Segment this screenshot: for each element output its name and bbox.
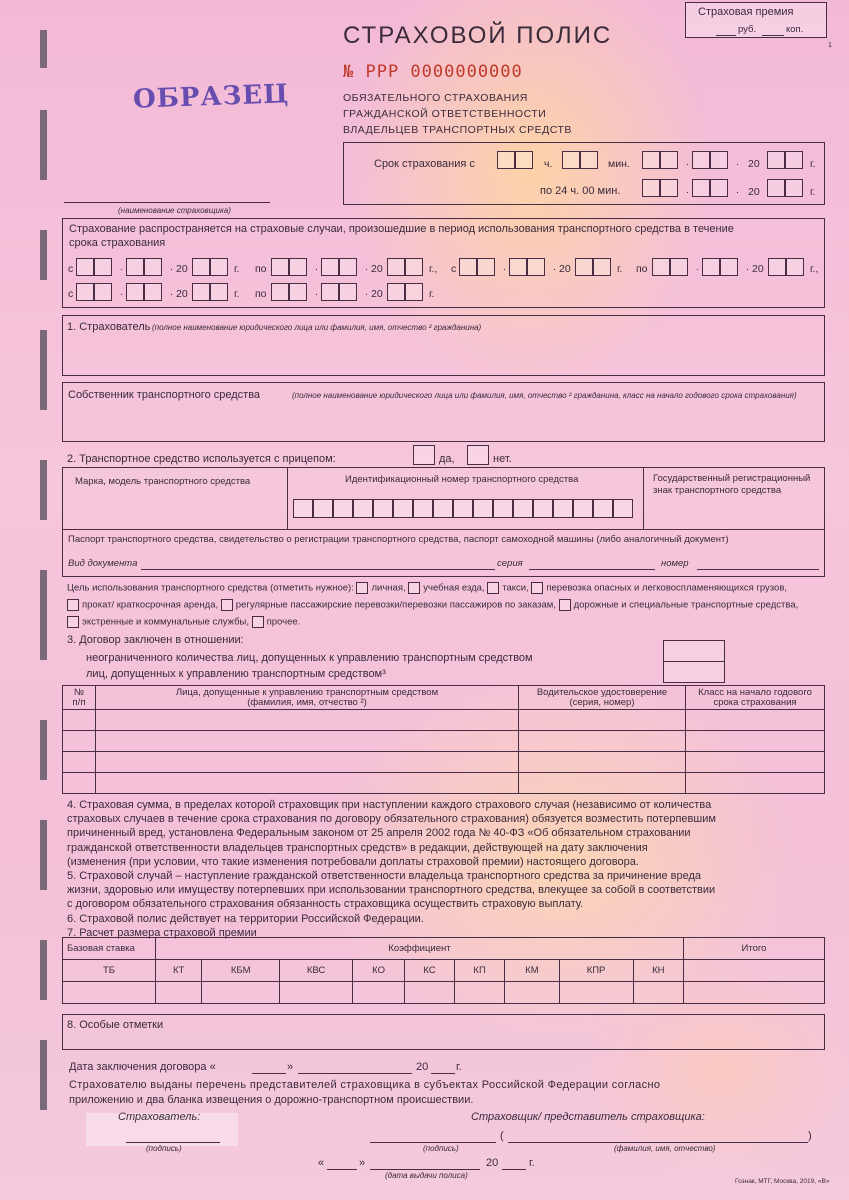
premium-total-cell[interactable] [684,982,825,1004]
contract-date-day[interactable] [252,1073,286,1074]
vin-cell[interactable] [433,499,453,518]
premium-col-тб: ТБ [63,960,156,982]
purpose-training: учебная езда, [423,582,485,594]
perforation-mark [40,110,47,180]
coverage-year-input[interactable] [387,283,423,301]
special-notes-label: 8. Особые отметки [67,1019,164,1031]
vin-cell[interactable] [293,499,313,518]
coverage-day-input[interactable] [271,283,307,301]
coverage-from-label: с [451,263,457,275]
premium-value-cell[interactable] [633,982,683,1004]
coverage-year-prefix: 20 [559,263,571,275]
purpose-rental: прокат/ краткосрочная аренда, [82,599,219,611]
table-row[interactable] [63,752,825,773]
purpose-label: Цель использования транспортного средства (отметить нужное): [67,582,354,594]
coverage-day-input[interactable] [76,258,112,276]
term-to-month-input[interactable] [692,179,728,197]
premium-value-cell[interactable] [505,982,559,1004]
insured-signature-line[interactable] [126,1142,220,1143]
vin-cell[interactable] [593,499,613,518]
premium-col-кпр: КПР [559,960,633,982]
trailer-yes-label: да, [439,453,455,465]
coverage-year-unit: г., [810,263,819,275]
contract-limited-label: лиц, допущенных к управлению транспортным средством³ [86,668,386,680]
fio-open-paren: ( [500,1130,504,1142]
issue-date-quote-open: « [318,1157,325,1169]
coverage-from-label: с [68,288,74,300]
purpose-rental-checkbox[interactable] [67,599,79,611]
purpose-road: дорожные и специальные транспортные средства, [573,599,799,611]
premium-coef-columns [63,960,825,982]
premium-col-км: КМ [505,960,559,982]
perforation-mark [40,1040,47,1110]
vin-cell[interactable] [313,499,333,518]
premium-value-cell[interactable] [280,982,353,1004]
page-number: 1 [828,42,832,49]
contract-date-year-prefix: 20 [416,1061,429,1073]
owner-hint: (полное наименование юридического лица или фамилия, имя, отчество ² гражданина, класс на начало годового срока страхования) [292,391,797,400]
purpose-line-2 [67,599,798,611]
contract-date-month[interactable] [298,1073,412,1074]
perforation-mark [40,940,47,1000]
coverage-year-unit: г. [234,288,240,300]
premium-box [685,2,827,38]
purpose-dangerous: перевозка опасных и легковоспламеняющихся грузов, [546,582,788,594]
term-to-label: по 24 ч. 00 мин. [540,185,621,197]
insurer-fio-line[interactable] [508,1142,808,1143]
insurer-signature-caption: (подпись) [423,1144,459,1153]
premium-value-cell[interactable] [454,982,504,1004]
premium-total-col [684,960,825,982]
coverage-year-unit: г. [234,263,240,275]
contract-date-label: Дата заключения договора « [69,1061,216,1073]
perforation-mark [40,570,47,660]
vin-cell[interactable] [473,499,493,518]
premium-col-кт: КТ [156,960,202,982]
term-minute-unit: мин. [608,158,630,170]
premium-coef-header: Коэффициент [156,938,684,960]
para7-line: 7. Расчет размера страховой премии [67,926,257,939]
insurance-term-box: Срок страхования с ч. мин. . . 20 г. по 24 ч. 00 мин. . . 20 г. [343,142,825,205]
term-month-input[interactable] [692,151,728,169]
purpose-line-1 [67,582,787,594]
purpose-taxi-checkbox[interactable] [487,582,499,594]
perforation-mark [40,230,47,280]
term-hour-input[interactable] [497,151,533,169]
coverage-day-input[interactable] [459,258,495,276]
coverage-year-input[interactable] [575,258,611,276]
premium-value-cell[interactable] [63,982,156,1004]
vin-cell[interactable] [513,499,533,518]
issue-date-year-unit: г. [529,1157,535,1169]
drivers-col-class: Класс на начало годового срока страхования [686,686,825,710]
vin-cell[interactable] [613,499,633,518]
contract-date-year-unit: г. [456,1061,462,1073]
purpose-emergency: экстренные и коммунальные службы, [82,616,249,628]
issue-date-year[interactable] [502,1169,526,1170]
coverage-month-input[interactable] [321,283,357,301]
vin-cell[interactable] [333,499,353,518]
coverage-year-unit: г. [429,288,435,300]
table-row[interactable] [63,731,825,752]
premium-kop: коп. [786,24,804,35]
perforation-mark [40,460,47,520]
vin-cell[interactable] [393,499,413,518]
term-year-prefix: 20 [748,158,760,170]
coverage-year-prefix: 20 [176,263,188,275]
premium-col-кп: КП [454,960,504,982]
policy-page: Страховая премия руб. коп. 1 СТРАХОВОЙ ПОЛИС № РРР 0000000000 ОБРАЗЕЦ ОБЯЗАТЕЛЬНОГО СТРАХОВАНИЯ ГРАЖДАНСКОЙ ОТВЕТСТВЕННОСТИ ВЛАДЕЛЬЦЕВ ТРАНСПОРТНЫХ СРЕДСТВ (наименование страховщика) Срок страхования с ч. мин. . . 20 г. по 24 ч. 00 мин. . . 20 г. Страхование распространяется на страховые случаи, произошедшие в период использования транспортного средства в течение срока страхования с . . 20 г. по . . 20 г., с . . 20 г. по . . 20 г., с . . 20 г. по . . 20 г. 1. Страхователь (полное наименование юридического лица или фамилия, имя, отчество ² гражданина) Собственник транспортного средства (полное наименование юридического лица или фамилия, имя, отчество ² гражданина, класс на начало годового срока страхования) 2. Транспортное средство используется с прицепом: да, нет. Марка, модель транспортного средства Идентификационный номер транспортного средства Государственный регистрационный знак транспортного средства Паспорт транспортного средства, свидетельство о регистрации транспортного средства, паспорт самоходной машины (либо аналогичный документ) Вид документа серия номер Цель использования транспортного средства (отметить нужное): личная, учебная езда, такси, перевозка опасных и легковоспламеняющихся грузов, прокат/ краткосрочная аренда, регулярные пассажирские перевозки/перевозки пассажиров по заказам, дорожные и специальные транспортные средства, экстренные и коммунальные службы, прочее. 3. Договор заключен в отношении: неограниченного количества лиц, допущенных к управлению транспортным средством лиц, допущенных к управлению транспортным средством³ № п/п Лица, допущенные к управлению транспортным средством (фамилия, имя, отчество ²) Водительское удостоверение (серия, номер) Класс на начало годового срока страхования 4. Страховая сумма, в пределах которой страховщик при наступлении каждого страхового случая (независимо от количества страховых случаев в течение срока страхования по договору обязательного страхования) обязуется возместить потерпевшим причиненный вред, установлена Федеральным законом от 25 апреля 2002 года № 40-ФЗ «Об обязательном страховании гражданской ответственности владельцев транспортных средств» в редакции, действующей на дату заключения (изменения (при условии, что такие изменения потребовали доплаты страховой премии) настоящего договора. 5. Страховой случай – наступление гражданской ответственности владельца транспортного средства за причинение вреда жизни, здоровью или имуществу потерпевших при использовании транспортного средства, влекущее за собой в соответствии с договором обязательного страхования обязанность страховщика осуществить страховую выплату. 6. Страховой полис действует на территории Российской Федерации. 7. Расчет размера страховой премии Базовая ставка Коэффициент Итого ТБ КТ КБМ КВС КО КС КП КМ КПР КН 8. Особые отметки Дата заключения договора « » 20 г. Страхователю выданы перечень представителей страховщика в субъектах Российской Федерации согласно приложению и два бланка извещения о дорожно-транспортном происшествии. Страхователь: Страховщик/ представитель страховщика: (подпись) (подпись) ( ) (фамилия, имя, отчество) « » 20 г. (дата выдачи полиса) Гознак, МТГ, Москва, 2019, «В» [0,0,849,1200]
purpose-taxi: такси, [502,582,529,594]
premium-col-кн: КН [633,960,683,982]
premium-label: Страховая премия [698,6,794,18]
vin-cell[interactable] [373,499,393,518]
coverage-to-label: по [636,263,648,275]
vehicle-reg-label-2: знак транспортного средства [653,485,782,496]
purpose-other: прочее. [266,616,301,628]
purpose-emergency-checkbox[interactable] [67,616,79,628]
subtitle-line-1: ОБЯЗАТЕЛЬНОГО СТРАХОВАНИЯ [343,92,528,104]
premium-value-cell[interactable] [156,982,202,1004]
drivers-col-license: Водительское удостоверение (серия, номер) [519,686,686,710]
premium-col-ко: КО [353,960,405,982]
vin-cell[interactable] [533,499,553,518]
doc-type-label: Вид документа [68,558,138,569]
insured-hint: (полное наименование юридического лица или фамилия, имя, отчество ² гражданина) [152,323,482,332]
para4-line: 4. Страховая сумма, в пределах которой страховщик при наступлении каждого страхового случая (независимо от количества [67,799,712,811]
purpose-road-checkbox[interactable] [559,599,571,611]
issue-date-caption: (дата выдачи полиса) [385,1171,468,1180]
insured-box [62,315,825,376]
subtitle-line-3: ВЛАДЕЛЬЦЕВ ТРАНСПОРТНЫХ СРЕДСТВ [343,124,572,136]
term-year-input[interactable] [767,151,803,169]
premium-col-кс: КС [405,960,455,982]
coverage-year-prefix: 20 [371,288,383,300]
term-to-year-unit: г. [810,186,816,198]
coverage-year-prefix: 20 [176,288,188,300]
drivers-col-num: № п/п [63,686,96,710]
table-row[interactable] [63,982,825,1004]
purpose-personal-checkbox[interactable] [356,582,368,594]
contract-limited-checkbox[interactable] [663,661,725,683]
doc-number-label: номер [661,558,689,569]
coverage-to-label: по [255,263,267,275]
vin-cell[interactable] [413,499,433,518]
insurer-signature-label: Страховщик/ представитель страховщика: [471,1111,705,1123]
insurer-signature-line[interactable] [370,1142,496,1143]
coverage-text-2: срока страхования [69,237,166,249]
coverage-to-label: по [255,288,267,300]
coverage-year-prefix: 20 [752,263,764,275]
issue-date-day[interactable] [327,1169,357,1170]
term-label: Срок страхования с [374,158,475,170]
purpose-line-3 [67,616,300,628]
coverage-month-input[interactable] [702,258,738,276]
coverage-month-input[interactable] [321,258,357,276]
vin-cell[interactable] [353,499,373,518]
printer-footer: Гознак, МТГ, Москва, 2019, «В» [735,1178,830,1185]
coverage-year-unit: г. [617,263,623,275]
purpose-other-checkbox[interactable] [252,616,264,628]
vin-cell[interactable] [453,499,473,518]
contract-date-year[interactable] [431,1073,455,1074]
contract-unlimited-label: неограниченного количества лиц, допущенных к управлению транспортным средством [86,652,533,664]
issue-date-quote-close: » [359,1157,366,1169]
coverage-year-input[interactable] [192,283,228,301]
owner-label: Собственник транспортного средства [68,389,261,401]
insured-label: 1. Страхователь [67,321,151,333]
term-minute-input[interactable] [562,151,598,169]
perforation-mark [40,820,47,890]
vin-input[interactable] [293,499,633,518]
premium-total-header: Итого [684,938,825,960]
coverage-year-input[interactable] [192,258,228,276]
para4-line: гражданской ответственности владельцев транспортных средств» в редакции, действующей на дату заключения [67,841,648,854]
para5-line: жизни, здоровью или имуществу потерпевших при использовании транспортного средства, влекущее за собой в соответствии [67,884,716,897]
term-day-input[interactable] [642,151,678,169]
vehicle-vin-label: Идентификационный номер транспортного средства [345,474,579,485]
vehicle-reg-label-1: Государственный регистрационный [653,473,811,484]
special-notes-box [62,1014,825,1050]
coverage-year-input[interactable] [768,258,804,276]
issued-text-2: приложению и два бланка извещения о дорожно-транспортном происшествии. [69,1094,474,1106]
para4-line: причиненный вред, установлена Федеральным законом от 25 апреля 2002 года № 40-ФЗ «Об обязательном страховании [67,827,691,840]
passport-label: Паспорт транспортного средства, свидетельство о регистрации транспортного средства, паспорт самоходной машины (либо аналогичный документ) [68,534,729,545]
premium-col-квс: КВС [280,960,353,982]
para4-line: (изменения (при условии, что такие изменения потребовали доплаты страховой премии) настоящего договора. [67,855,639,868]
premium-rub: руб. [738,24,757,35]
vehicle-make-label: Марка, модель транспортного средства [75,476,251,487]
coverage-year-prefix: 20 [371,263,383,275]
coverage-from-label: с [68,263,74,275]
coverage-month-input[interactable] [509,258,545,276]
premium-value-cell[interactable] [353,982,405,1004]
table-row[interactable] [63,710,825,731]
contract-label: 3. Договор заключен в отношении: [67,634,244,646]
trailer-no-label: нет. [493,453,512,465]
premium-value-cell[interactable] [202,982,280,1004]
purpose-training-checkbox[interactable] [408,582,420,594]
insured-signature-caption: (подпись) [146,1144,182,1153]
drivers-table [62,685,825,794]
issue-date-month[interactable] [370,1169,480,1170]
coverage-day-input[interactable] [76,283,112,301]
para4-line: страховых случаев в течение срока страхования по договору обязательного страхования) обязуется возместить потерпевшим [67,813,716,826]
premium-value-cell[interactable] [559,982,633,1004]
vin-cell[interactable] [573,499,593,518]
policy-number: № РРР 0000000000 [343,62,523,82]
insurer-fio-caption: (фамилия, имя, отчество) [614,1144,716,1153]
coverage-text-1: Страхование распространяется на страховые случаи, произошедшие в период использования транспортного средства в течение [69,223,734,235]
coverage-year-input[interactable] [387,258,423,276]
purpose-dangerous-checkbox[interactable] [531,582,543,594]
insurer-caption: (наименование страховщика) [118,206,231,215]
trailer-yes-checkbox[interactable] [413,445,435,465]
subtitle-line-2: ГРАЖДАНСКОЙ ОТВЕТСТВЕННОСТИ [343,108,547,120]
sample-stamp: ОБРАЗЕЦ [132,79,290,115]
coverage-month-input[interactable] [126,258,162,276]
term-hour-unit: ч. [544,158,553,170]
purpose-passenger-checkbox[interactable] [221,599,233,611]
issued-text-1: Страхователю выданы перечень представителей страховщика в субъектах Российской Федерации согласно [69,1079,661,1091]
premium-value-cell[interactable] [405,982,455,1004]
coverage-day-input[interactable] [652,258,688,276]
issue-date-year-prefix: 20 [486,1157,499,1169]
premium-base-header: Базовая ставка [63,938,156,960]
term-to-day-input[interactable] [642,179,678,197]
purpose-passenger: регулярные пассажирские перевозки/перевозки пассажиров по заказам, [235,599,556,611]
vin-cell[interactable] [493,499,513,518]
para6-line: 6. Страховой полис действует на территории Российской Федерации. [67,912,424,925]
para5-line: с договором обязательного страхования обязанность страховщика осуществить страховую выплату. [67,898,584,911]
contract-date-quote: » [287,1061,294,1073]
term-to-year-prefix: 20 [748,186,760,198]
para5-line: 5. Страховой случай – наступление гражданской ответственности владельца транспортного средства за причинение вреда [67,870,702,882]
coverage-day-input[interactable] [271,258,307,276]
perforation-mark [40,330,47,410]
trailer-label: 2. Транспортное средство используется с прицепом: [67,453,336,465]
coverage-month-input[interactable] [126,283,162,301]
table-row[interactable] [63,773,825,794]
coverage-year-unit: г., [429,263,438,275]
term-to-year-input[interactable] [767,179,803,197]
trailer-no-checkbox[interactable] [467,445,489,465]
page-title: СТРАХОВОЙ ПОЛИС [343,22,613,49]
premium-calc-table [62,937,825,1004]
vin-cell[interactable] [553,499,573,518]
vehicle-box [62,467,825,577]
insured-signature-label: Страхователь: [118,1111,201,1123]
term-year-unit: г. [810,158,816,170]
contract-unlimited-checkbox[interactable] [663,640,725,662]
perforation-mark [40,30,47,68]
purpose-personal: личная, [371,582,406,594]
doc-series-label: серия [497,558,523,569]
perforation-mark [40,720,47,780]
drivers-col-name: Лица, допущенные к управлению транспортным средством (фамилия, имя, отчество ²) [96,686,519,710]
owner-box [62,382,825,442]
premium-col-кбм: КБМ [202,960,280,982]
fio-close-paren: ) [808,1130,812,1142]
